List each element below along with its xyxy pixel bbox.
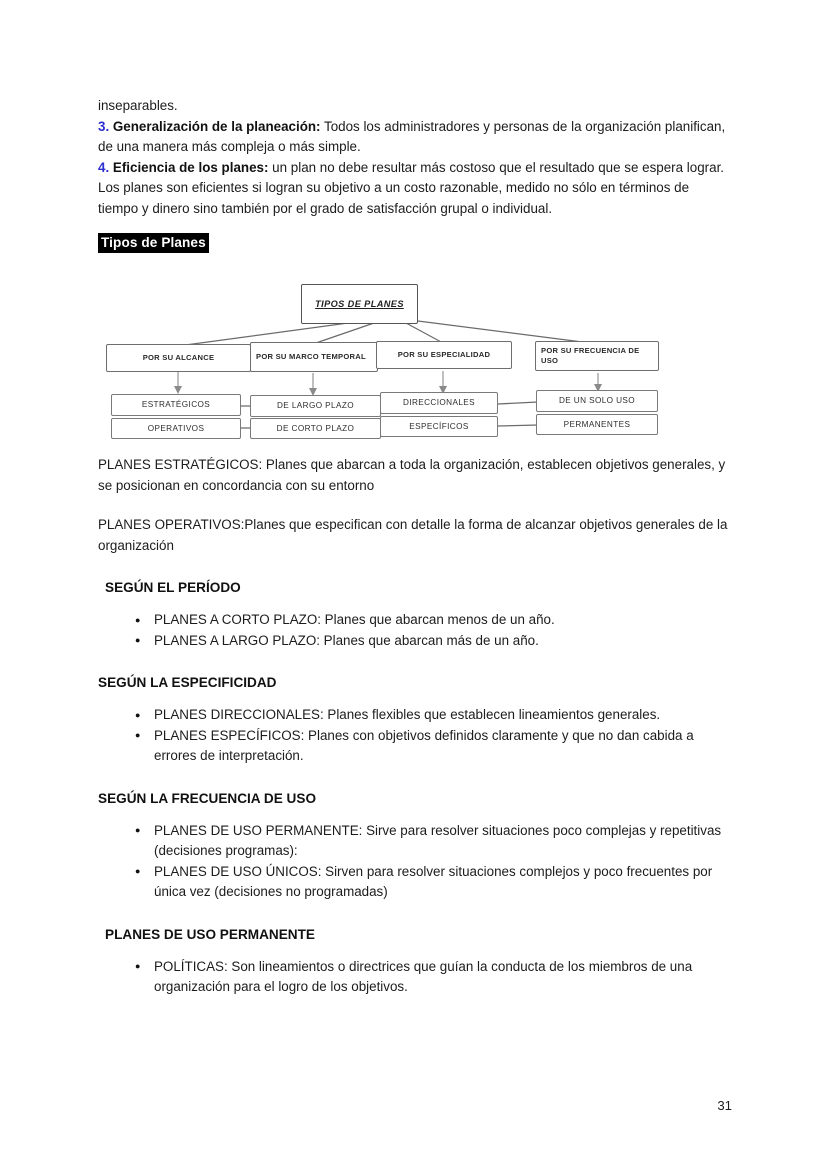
spacer-section-0-list (98, 597, 732, 610)
section-list-planes-uso-permanente (98, 957, 732, 998)
item-4-number: 4. (98, 159, 110, 175)
item-3-term: Generalización de la planeación: (109, 118, 321, 134)
item-3-number: 3. (98, 118, 110, 134)
diagram-branch-label-0: POR SU ALCANCE (142, 353, 215, 362)
diagram-root-label: TIPOS DE PLANES (315, 299, 404, 309)
diagram-branch-label-3: POR SU FRECUENCIA DE USO (541, 346, 640, 365)
diagram-leaf-label-1-1: DE CORTO PLAZO (276, 423, 355, 433)
diagram-leaf-box-1-0 (250, 395, 381, 417)
page-content (98, 96, 732, 998)
diagram-leaf-label-3-1: PERMANENTES (563, 419, 631, 429)
diagram-branch-box-0 (106, 344, 251, 372)
diagram-leaf-box-2-1 (380, 416, 498, 437)
diagram-leaf-box-3-1 (536, 414, 658, 435)
diagram-leaf-label-3-0: DE UN SOLO USO (558, 396, 636, 405)
page-title: Tipos de Planes (98, 233, 209, 253)
diagram-leaf-label-1-0: DE LARGO PLAZO (276, 401, 355, 410)
page-number: 31 (717, 1098, 732, 1113)
item-3-text: Todos los administradores y personas de la organización planifican, de una manera más compleja o más simple. (98, 118, 726, 154)
diagram-leaf-label-0-1: OPERATIVOS (147, 423, 205, 433)
definition-planes-estrategicos: PLANES ESTRATÉGICOS: Planes que abarcan a toda la organización, establecen objetivos generales, y se posicionan en concordancia con su entorno (98, 457, 726, 493)
diagram-branch-label-2: POR SU ESPECIALIDAD (397, 350, 491, 359)
section-heading-frecuencia-de-uso: SEGÚN LA FRECUENCIA DE USO (98, 790, 317, 806)
diagram-root-box (301, 284, 418, 324)
list-item: ● PLANES ESPECÍFICOS: Planes con objetivos definidos claramente y que no dan cabida a errores de interpretación. (154, 726, 732, 767)
diagram-leaf-label-0-0: ESTRATÉGICOS (141, 400, 211, 409)
spacer-before-section-0 (98, 556, 732, 578)
spacer-between-definitions (98, 496, 732, 515)
numbered-item-3 (98, 117, 732, 158)
section-list-especificidad (98, 705, 732, 767)
definition-planes-operativos: PLANES OPERATIVOS:Planes que especifican con detalle la forma de alcanzar objetivos generales de la organización (98, 517, 728, 553)
intro-text-block (98, 96, 732, 219)
section-list-periodo (98, 610, 732, 651)
section-heading-periodo: SEGÚN EL PERÍODO (105, 580, 241, 595)
diagram-leaf-label-2-0: DIRECCIONALES (402, 398, 476, 407)
diagram-leaf-label-2-1: ESPECÍFICOS (409, 421, 469, 431)
section-list-frecuencia-de-uso (98, 821, 732, 903)
item-4-text: un plan no debe resultar más costoso que el resultado que se espera lograr. Los planes son eficientes si logran su objetivo a un costo razonable, medido no sólo en términos de tiempo y dinero sino también por el grado de satisfacción grupal o individual. (98, 159, 725, 216)
list-item: ● POLÍTICAS: Son lineamientos o directrices que guían la conducta de los miembros de una organización para el logro de los objetivos. (154, 957, 732, 998)
tipos-de-planes-diagram (98, 261, 732, 433)
paragraph-inseparables: inseparables. (98, 98, 178, 113)
diagram-leaf-box-1-1 (250, 418, 381, 439)
spacer-section-1-list (98, 692, 732, 705)
list-item: ● PLANES DIRECCIONALES: Planes flexibles que establecen lineamientos generales. (154, 705, 732, 726)
diagram-branch-box-1 (250, 342, 378, 372)
list-item: ● PLANES A LARGO PLAZO: Planes que abarcan más de un año. (154, 631, 732, 652)
highlighted-heading-wrapper (98, 233, 732, 253)
spacer-before-section-1 (98, 651, 732, 673)
diagram-leaf-box-0-1 (111, 418, 241, 439)
spacer-before-section-2 (98, 767, 732, 789)
list-item: ● PLANES DE USO ÚNICOS: Sirven para resolver situaciones complejos y poco frecuentes por única vez (decisiones no programadas) (154, 862, 732, 903)
diagram-leaf-box-3-0 (536, 390, 658, 412)
spacer-before-section-3 (98, 903, 732, 925)
diagram-branch-label-1: POR SU MARCO TEMPORAL (256, 352, 366, 361)
list-item: ● PLANES DE USO PERMANENTE: Sirve para resolver situaciones poco complejas y repetitivas (decisiones programas): (154, 821, 732, 862)
spacer-section-3-list (98, 944, 732, 957)
diagram-leaf-box-2-0 (380, 392, 498, 414)
diagram-branch-box-2 (376, 341, 512, 369)
list-item: ● PLANES A CORTO PLAZO: Planes que abarcan menos de un año. (154, 610, 732, 631)
numbered-item-4 (98, 158, 732, 220)
spacer-section-2-list (98, 808, 732, 821)
item-4-term: Eficiencia de los planes: (109, 159, 269, 175)
diagram-branch-box-3 (535, 341, 659, 371)
section-heading-especificidad: SEGÚN LA ESPECIFICIDAD (98, 675, 277, 690)
diagram-leaf-box-0-0 (111, 394, 241, 416)
section-heading-planes-uso-permanente: PLANES DE USO PERMANENTE (105, 926, 315, 942)
